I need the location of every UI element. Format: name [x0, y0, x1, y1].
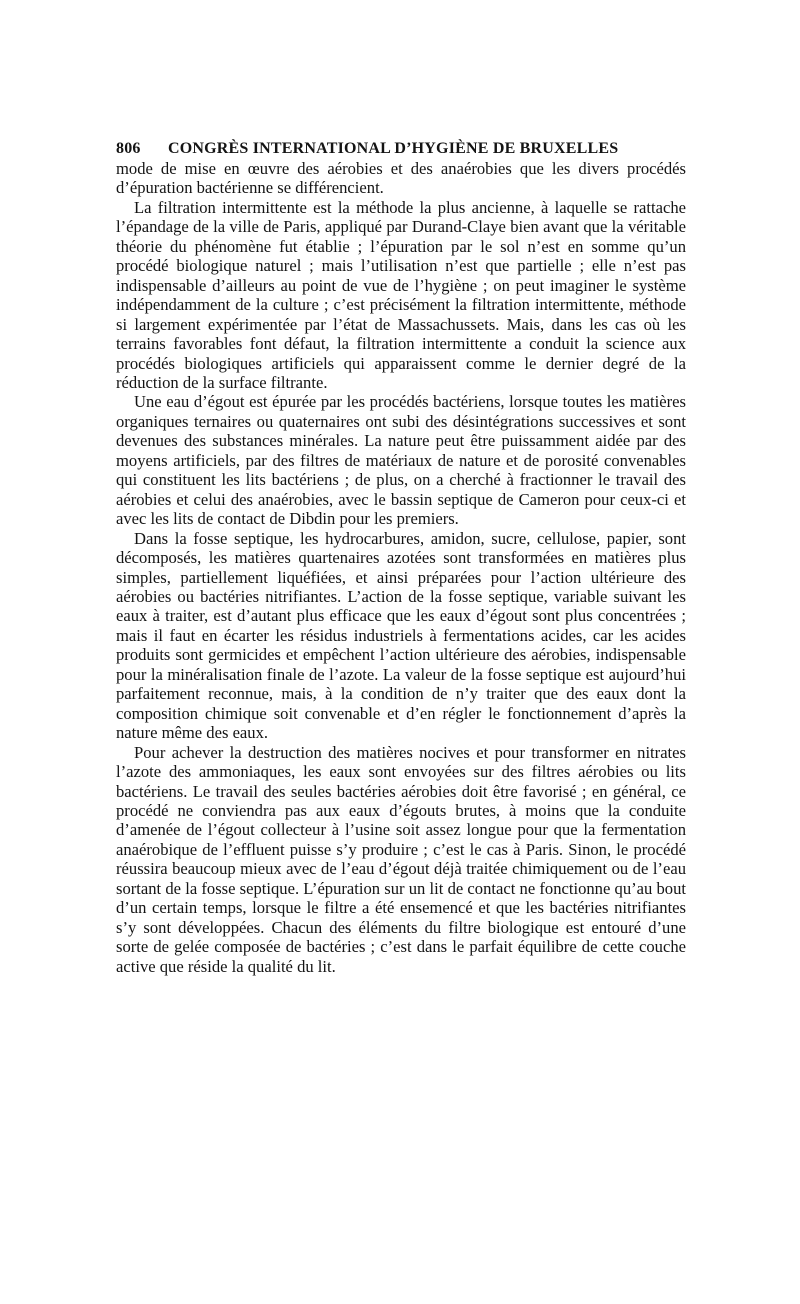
running-head: CONGRÈS INTERNATIONAL D’HYGIÈNE DE BRUXELLES [168, 140, 619, 157]
paragraph-intermittent-filtration: La filtration intermittente est la méthode la plus ancienne, à laquelle se rattache l’épandage de la ville de Paris, appliqué par Durand-Claye bien avant que la véritable théorie du phénomène fut établie ; l’épuration par le sol n’est en somme qu’un procédé biologique naturel ; mais l’utilisation n’est que partielle ; elle n’est pas indispensable d’ailleurs au point de vue de l’hygiène ; on peut imaginer le système indépendamment de la culture ; c’est précisément la filtration intermittente, méthode si largement expérimentée par l’état de Massachussets. Mais, dans les cas où les terrains favorables font défaut, la filtration intermittente a conduit la science aux procédés biologiques artificiels qui apparaissent comme le dernier degré de la réduction de la surface filtrante. [116, 197, 686, 392]
printed-page [116, 140, 686, 976]
page-number: 806 [116, 140, 141, 157]
paragraph-continuation: mode de mise en œuvre des aérobies et des anaérobies que les divers procédés d’épuration bactérienne se différencient. [116, 159, 686, 198]
page-header [116, 140, 686, 158]
paragraph-septic-tank: Dans la fosse septique, les hydrocarbures, amidon, sucre, cellulose, papier, sont décomposés, les matières quartenaires azotées sont transformées en matières plus simples, partiellement liquéfiées, et ainsi préparées pour l’action ultérieure des aérobies ou bactéries nitrifiantes. L’action de la fosse septique, variable suivant les eaux à traiter, est d’autant plus efficace que les eaux d’égout sont plus concentrées ; mais il faut en écarter les résidus industriels à fermentations acides, car les acides produits sont germicides et empêchent l’action ultérieure des aérobies, indispensable pour la minéralisation finale de l’azote. La valeur de la fosse septique est aujourd’hui parfaitement reconnue, mais, à la condition de n’y traiter que des eaux dont la composition chimique soit convenable et d’en régler le fonctionnement d’après la nature même des eaux. [116, 528, 686, 743]
body-text [116, 159, 686, 976]
paragraph-bacterial-purification: Une eau d’égout est épurée par les procédés bactériens, lorsque toutes les matières organiques ternaires ou quaternaires ont subi des désintégrations successives et sont devenues des substances minérales. La nature peut être puissamment aidée par des moyens artificiels, par des filtres de matériaux de nature et de porosité convenables qui constituent les lits bactériens ; de plus, on a cherché à fractionner le travail des aérobies et celui des anaérobies, avec le bassin septique de Cameron pour ceux-ci et avec les lits de contact de Dibdin pour les premiers. [116, 392, 686, 529]
paragraph-aerobic-filters: Pour achever la destruction des matières nocives et pour transformer en nitrates l’azote des ammoniaques, les eaux sont envoyées sur des filtres aérobies ou lits bactériens. Le travail des seules bactéries aérobies doit être favorisé ; en général, ce procédé ne conviendra pas aux eaux d’égouts brutes, à moins que la conduite d’amenée de l’égout collecteur à l’usine soit assez longue pour que la fermentation anaérobique de l’effluent puisse s’y produire ; c’est le cas à Paris. Sinon, le procédé réussira beaucoup mieux avec de l’eau d’égout déjà traitée chimiquement ou de l’eau sortant de la fosse septique. L’épuration sur un lit de contact ne fonctionne qu’au bout d’un certain temps, lorsque le filtre a été ensemencé et que les bactéries nitrifiantes s’y sont développées. Chacun des éléments du filtre biologique est entouré d’une sorte de gelée composée de bactéries ; c’est dans le parfait équilibre de cette couche active que réside la qualité du lit. [116, 742, 686, 976]
